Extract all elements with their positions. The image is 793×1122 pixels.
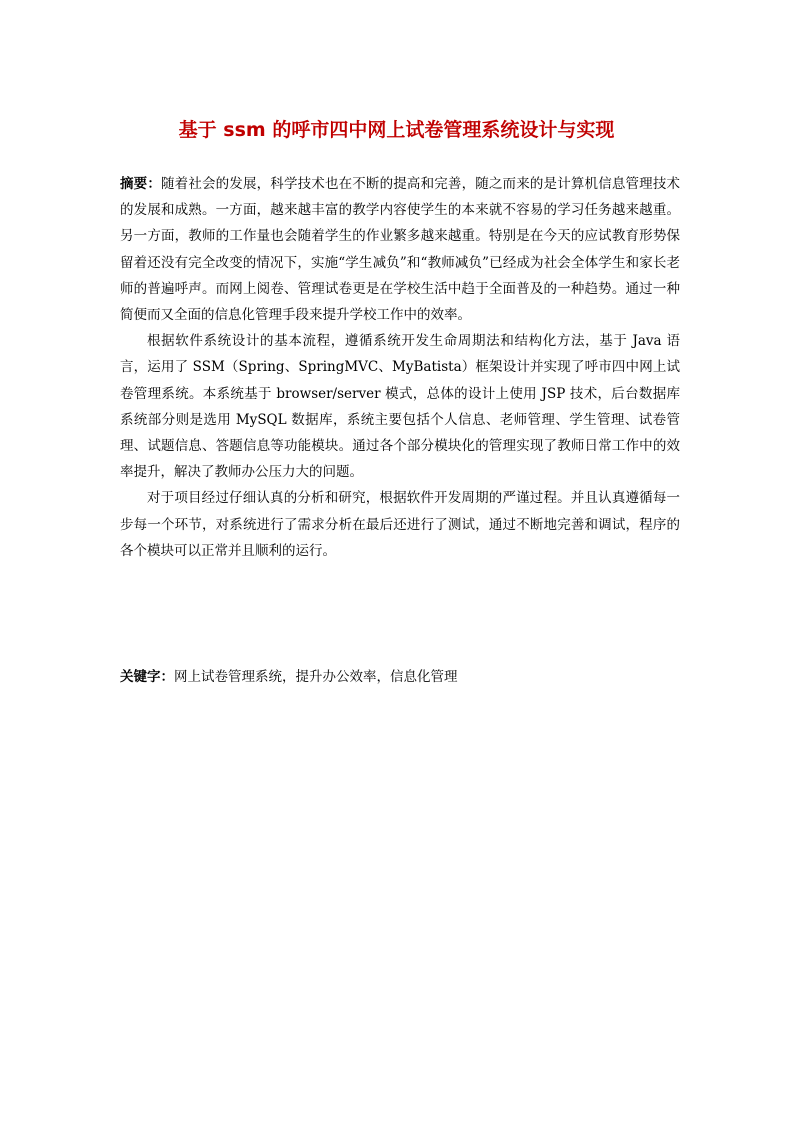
abstract-label: 摘要： (120, 176, 161, 192)
paper-title: 基于 ssm 的呼市四中网上试卷管理系统设计与实现 (178, 119, 615, 141)
abstract-paragraph-3: 对于项目经过仔细认真的分析和研究，根据软件开发周期的严谨过程。并且认真遵循每一步每一个环节，对系统进行了需求分析在最后还进行了测试，通过不断地完善和调试，程序的各个模块可以正常并且顺利的运行。 (120, 490, 680, 559)
abstract-paragraph-1-text: 随着社会的发展，科学技术也在不断的提高和完善，随之而来的是计算机信息管理技术的发展和成熟。一方面，越来越丰富的教学内容使学生的本来就不容易的学习任务越来越重。另一方面，教师的工作量也会随着学生的作业繁多越来越重。特别是在今天的应试教育形势保留着还没有完全改变的情况下，实施“学生减负”和“教师减负”已经成为社会全体学生和家长老师的普遍呼声。而网上阅卷、管理试卷更是在学校生活中趋于全面普及的一种趋势。通过一种简便而又全面的信息化管理手段来提升学校工作中的效率。 (120, 176, 681, 324)
keywords-text: 网上试卷管理系统，提升办公效率，信息化管理 (174, 669, 458, 685)
abstract-paragraph-2: 根据软件系统设计的基本流程，遵循系统开发生命周期法和结构化方法，基于 Java 语言，运用了 SSM（Spring、SpringMVC、MyBatista）框架设计并实现了呼市四中网上试卷管理系统。本系统基于 browser/server 模式，总体的设计上使用 JSP 技术，后台数据库系统部分则是选用 MySQL 数据库，系统主要包括个人信息、老师管理、学生管理、试卷管理、试题信息、答题信息等功能模块。通过各个部分模块化的管理实现了教师日常工作中的效率提升，解决了教师办公压力大的问题。 (120, 333, 680, 481)
keywords-label: 关键字： (120, 669, 174, 685)
keywords-line (120, 664, 680, 690)
abstract-section (120, 171, 680, 564)
abstract-paragraph-1 (120, 171, 680, 328)
